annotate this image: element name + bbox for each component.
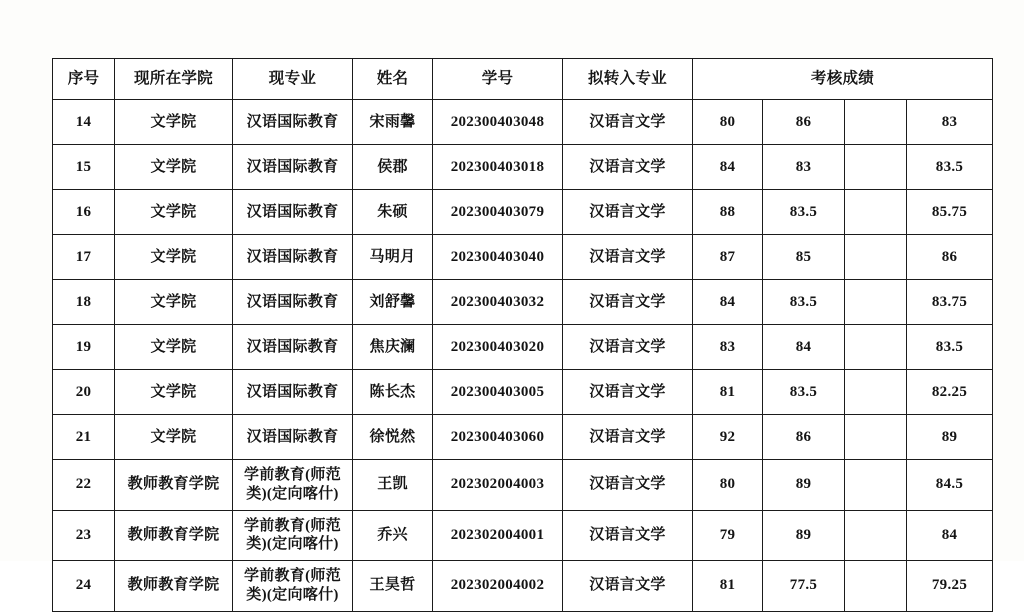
- cell-score-1: 88: [693, 190, 763, 235]
- cell-major-line: 类)(定向喀什): [246, 536, 339, 553]
- cell-score-total: 84.5: [907, 460, 993, 511]
- cell-seq: 19: [53, 325, 115, 370]
- cell-student-id: 202300403048: [433, 100, 563, 145]
- cell-score-3: [845, 370, 907, 415]
- header-college: 现所在学院: [115, 59, 233, 100]
- cell-target-major: 汉语言文学: [563, 235, 693, 280]
- cell-college: 文学院: [115, 370, 233, 415]
- cell-name: 刘舒馨: [353, 280, 433, 325]
- table-row: [53, 100, 993, 145]
- cell-seq: 20: [53, 370, 115, 415]
- cell-name: 乔兴: [353, 510, 433, 561]
- cell-target-major: 汉语言文学: [563, 280, 693, 325]
- cell-score-3: [845, 325, 907, 370]
- cell-major-line: 汉语国际教育: [246, 293, 339, 310]
- cell-major: [233, 100, 353, 145]
- cell-college: 文学院: [115, 280, 233, 325]
- cell-major-line: 汉语国际教育: [246, 113, 339, 130]
- header-major: 现专业: [233, 59, 353, 100]
- cell-name: 徐悦然: [353, 415, 433, 460]
- cell-major-line: 类)(定向喀什): [246, 485, 339, 502]
- cell-score-2: 83: [763, 145, 845, 190]
- header-score-group: 考核成绩: [693, 59, 993, 100]
- cell-score-total: 83.75: [907, 280, 993, 325]
- cell-score-1: 81: [693, 561, 763, 612]
- cell-student-id: 202300403060: [433, 415, 563, 460]
- cell-seq: 23: [53, 510, 115, 561]
- table-row: [53, 370, 993, 415]
- cell-target-major: 汉语言文学: [563, 460, 693, 511]
- cell-name: 陈长杰: [353, 370, 433, 415]
- cell-score-2: 85: [763, 235, 845, 280]
- cell-name: 焦庆澜: [353, 325, 433, 370]
- cell-major-line: 汉语国际教育: [246, 338, 339, 355]
- cell-name: 侯郡: [353, 145, 433, 190]
- cell-target-major: 汉语言文学: [563, 190, 693, 235]
- cell-score-2: 83.5: [763, 280, 845, 325]
- cell-name: 马明月: [353, 235, 433, 280]
- table-row: [53, 190, 993, 235]
- cell-score-2: 84: [763, 325, 845, 370]
- cell-name: 王昊哲: [353, 561, 433, 612]
- table-row: [53, 235, 993, 280]
- cell-score-2: 77.5: [763, 561, 845, 612]
- cell-score-total: 83.5: [907, 145, 993, 190]
- cell-student-id: 202300403040: [433, 235, 563, 280]
- cell-score-1: 84: [693, 280, 763, 325]
- cell-major: [233, 561, 353, 612]
- cell-name: 王凯: [353, 460, 433, 511]
- cell-score-2: 89: [763, 460, 845, 511]
- cell-score-1: 87: [693, 235, 763, 280]
- cell-score-total: 83: [907, 100, 993, 145]
- cell-score-3: [845, 145, 907, 190]
- cell-college: 文学院: [115, 235, 233, 280]
- header-name: 姓名: [353, 59, 433, 100]
- transfer-score-table: [52, 58, 993, 612]
- cell-score-2: 83.5: [763, 370, 845, 415]
- cell-seq: 16: [53, 190, 115, 235]
- cell-score-1: 92: [693, 415, 763, 460]
- table-row: [53, 561, 993, 612]
- cell-target-major: 汉语言文学: [563, 100, 693, 145]
- table-header-row: [53, 59, 993, 100]
- cell-score-total: 82.25: [907, 370, 993, 415]
- cell-target-major: 汉语言文学: [563, 145, 693, 190]
- cell-score-2: 86: [763, 100, 845, 145]
- cell-college: 文学院: [115, 325, 233, 370]
- cell-score-1: 80: [693, 100, 763, 145]
- cell-target-major: 汉语言文学: [563, 370, 693, 415]
- table-row: [53, 280, 993, 325]
- cell-seq: 22: [53, 460, 115, 511]
- cell-major: [233, 510, 353, 561]
- cell-major-line: 汉语国际教育: [246, 248, 339, 265]
- cell-score-1: 83: [693, 325, 763, 370]
- cell-target-major: 汉语言文学: [563, 510, 693, 561]
- cell-major-line: 学前教育(师范: [243, 568, 342, 584]
- cell-student-id: 202300403005: [433, 370, 563, 415]
- cell-seq: 18: [53, 280, 115, 325]
- cell-major: [233, 325, 353, 370]
- cell-major: [233, 460, 353, 511]
- cell-student-id: 202302004002: [433, 561, 563, 612]
- cell-college: 教师教育学院: [115, 460, 233, 511]
- cell-score-3: [845, 415, 907, 460]
- header-seq: 序号: [53, 59, 115, 100]
- cell-major-line: 学前教育(师范: [243, 517, 342, 534]
- cell-college: 文学院: [115, 100, 233, 145]
- table-row: [53, 510, 993, 561]
- cell-major-line: 学前教育(师范: [243, 467, 342, 483]
- table-row: [53, 460, 993, 511]
- cell-seq: 21: [53, 415, 115, 460]
- table-row: [53, 145, 993, 190]
- cell-score-total: 85.75: [907, 190, 993, 235]
- cell-score-3: [845, 100, 907, 145]
- cell-college: 教师教育学院: [115, 561, 233, 612]
- cell-score-total: 89: [907, 415, 993, 460]
- cell-target-major: 汉语言文学: [563, 415, 693, 460]
- cell-student-id: 202300403018: [433, 145, 563, 190]
- cell-student-id: 202302004003: [433, 460, 563, 511]
- cell-major-line: 汉语国际教育: [246, 428, 339, 445]
- cell-major: [233, 235, 353, 280]
- cell-score-3: [845, 460, 907, 511]
- header-student-id: 学号: [433, 59, 563, 100]
- cell-student-id: 202300403032: [433, 280, 563, 325]
- cell-student-id: 202302004001: [433, 510, 563, 561]
- cell-score-2: 86: [763, 415, 845, 460]
- cell-score-2: 83.5: [763, 190, 845, 235]
- cell-score-3: [845, 510, 907, 561]
- cell-seq: 17: [53, 235, 115, 280]
- cell-college: 教师教育学院: [115, 510, 233, 561]
- cell-score-3: [845, 280, 907, 325]
- cell-major: [233, 370, 353, 415]
- cell-major-line: 汉语国际教育: [246, 203, 339, 220]
- cell-score-2: 89: [763, 510, 845, 561]
- table-header: [53, 59, 993, 100]
- cell-score-3: [845, 561, 907, 612]
- cell-score-1: 80: [693, 460, 763, 511]
- cell-score-1: 79: [693, 510, 763, 561]
- header-target-major: 拟转入专业: [563, 59, 693, 100]
- cell-score-1: 84: [693, 145, 763, 190]
- cell-college: 文学院: [115, 190, 233, 235]
- cell-college: 文学院: [115, 415, 233, 460]
- cell-major: [233, 280, 353, 325]
- cell-seq: 15: [53, 145, 115, 190]
- cell-major-line: 汉语国际教育: [246, 158, 339, 175]
- cell-score-total: 84: [907, 510, 993, 561]
- cell-major-line: 汉语国际教育: [246, 383, 339, 400]
- cell-major-line: 类)(定向喀什): [246, 586, 339, 603]
- cell-score-total: 79.25: [907, 561, 993, 612]
- cell-score-1: 81: [693, 370, 763, 415]
- table-row: [53, 415, 993, 460]
- cell-seq: 14: [53, 100, 115, 145]
- cell-student-id: 202300403079: [433, 190, 563, 235]
- cell-name: 朱硕: [353, 190, 433, 235]
- cell-score-3: [845, 190, 907, 235]
- cell-college: 文学院: [115, 145, 233, 190]
- cell-major: [233, 190, 353, 235]
- cell-score-total: 86: [907, 235, 993, 280]
- table-body: [53, 100, 993, 612]
- cell-student-id: 202300403020: [433, 325, 563, 370]
- cell-seq: 24: [53, 561, 115, 612]
- cell-major: [233, 415, 353, 460]
- table-row: [53, 325, 993, 370]
- cell-name: 宋雨馨: [353, 100, 433, 145]
- cell-score-total: 83.5: [907, 325, 993, 370]
- cell-score-3: [845, 235, 907, 280]
- cell-target-major: 汉语言文学: [563, 561, 693, 612]
- transfer-score-table-container: [52, 58, 972, 612]
- cell-target-major: 汉语言文学: [563, 325, 693, 370]
- cell-major: [233, 145, 353, 190]
